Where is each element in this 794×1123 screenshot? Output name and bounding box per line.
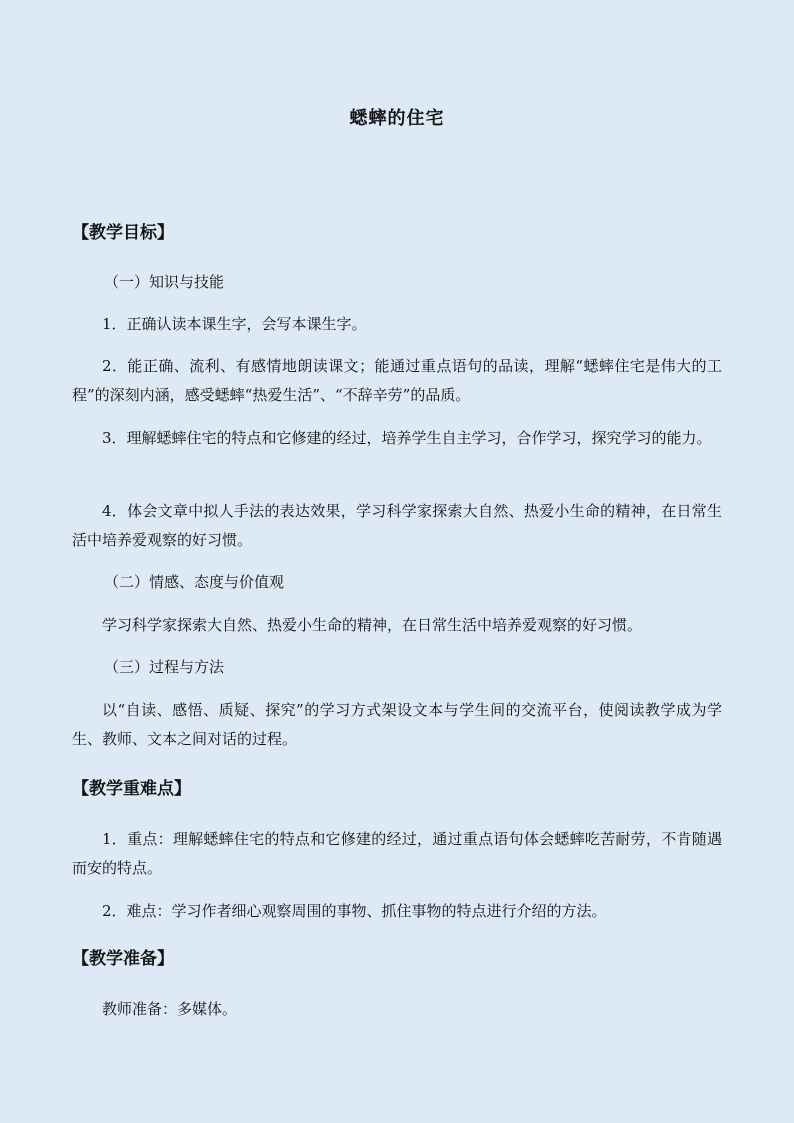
- keypoint-item-1: 1．重点：理解蟋蟀住宅的特点和它修建的经过，通过重点语句体会蟋蟀吃苦耐劳，不肯随遇而安的特点。: [72, 830, 722, 877]
- goal-item-1: 1．正确认读本课生字，会写本课生字。: [102, 315, 367, 333]
- goal-item-3: 3．理解蟋蟀住宅的特点和它修建的经过，培养学生自主学习，合作学习，探究学习的能力。: [102, 429, 712, 447]
- subheading-knowledge-skills: （一）知识与技能: [104, 273, 225, 291]
- prep-text: 教师准备：多媒体。: [102, 1000, 238, 1018]
- subheading-emotion-attitude: （二）情感、态度与价值观: [104, 573, 285, 591]
- emotion-attitude-text: 学习科学家探索大自然、热爱小生命的精神，在日常生活中培养爱观察的好习惯。: [102, 616, 643, 634]
- goal-item-2: 2．能正确、流利、有感情地朗读课文；能通过重点语句的品读，理解“蟋蟀住宅是伟大的工程”的深刻内涵，感受蟋蟀“热爱生活”、“不辞辛劳”的品质。: [72, 357, 722, 404]
- section-heading-keypoints: 【教学重难点】: [72, 779, 191, 799]
- goal-item-4: 4．体会文章中拟人手法的表达效果，学习科学家探索大自然、热爱小生命的精神，在日常生活中培养爱观察的好习惯。: [72, 502, 722, 549]
- section-heading-goals: 【教学目标】: [72, 223, 174, 243]
- process-method-text: 以“自读、感悟、质疑、探究”的学习方式架设文本与学生间的交流平台，使阅读教学成为学生、教师、文本之间对话的过程。: [72, 701, 722, 748]
- subheading-process-method: （三）过程与方法: [104, 658, 225, 676]
- keypoint-item-2: 2．难点：学习作者细心观察周围的事物、抓住事物的特点进行介绍的方法。: [102, 902, 607, 920]
- document-title: 蟋蟀的住宅: [349, 108, 445, 129]
- section-heading-prep: 【教学准备】: [72, 949, 174, 969]
